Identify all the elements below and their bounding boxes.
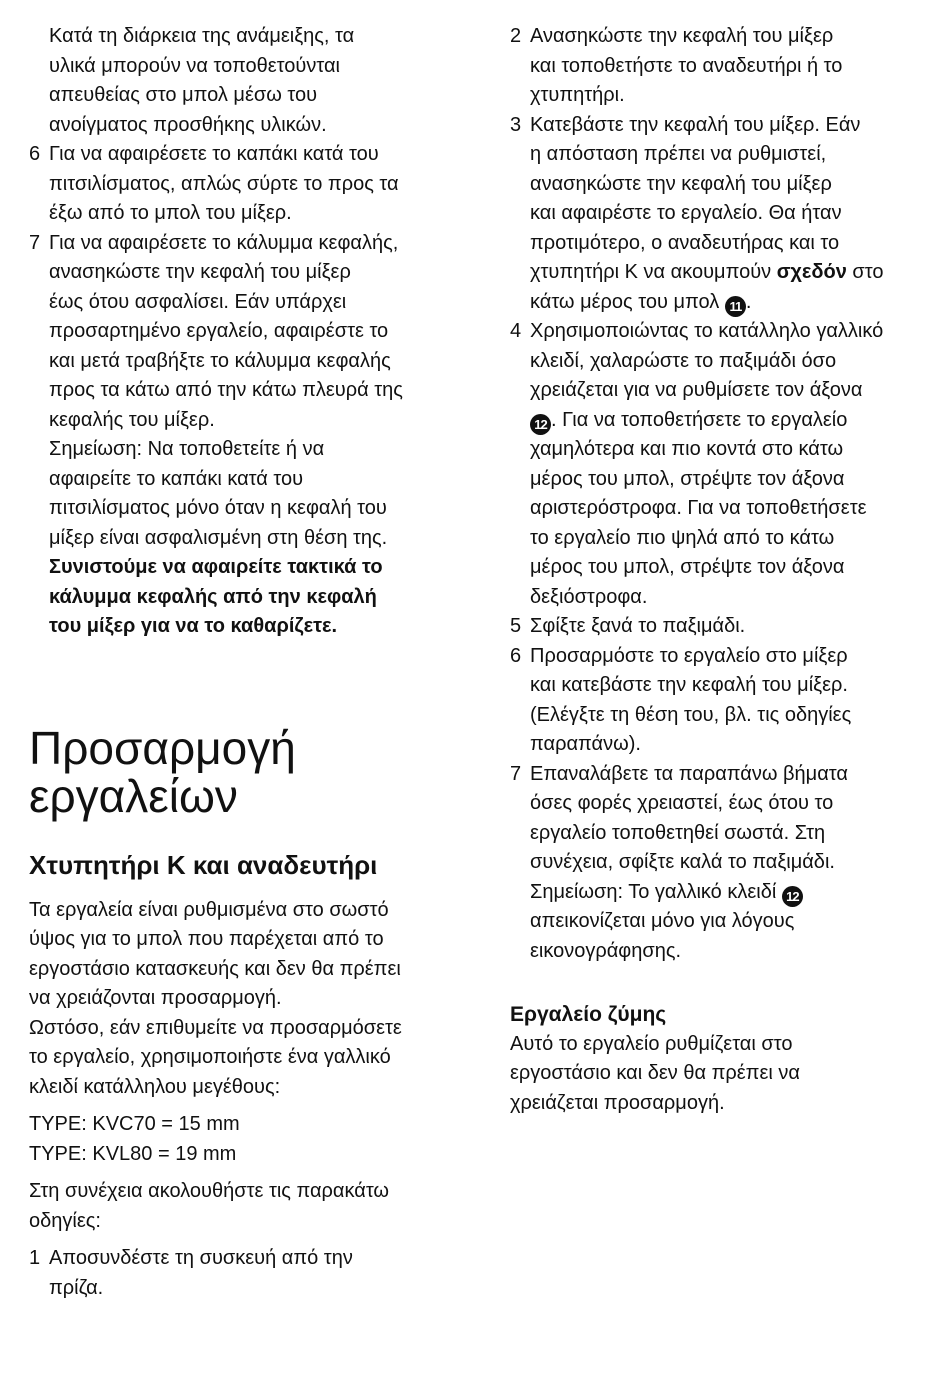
item-number: 1 (29, 1247, 41, 1269)
list-item (510, 317, 930, 612)
item-text: Προσαρμόστε το εργαλείο στο μίξερ και κατεβάστε την κεφαλή του μίξερ. (Ελέγξτε τη θέση του, βλ. τις οδηγίες παραπάνω). (530, 644, 852, 755)
list-item (510, 642, 930, 760)
item-text-cont: απεικονίζεται μόνο για λόγους εικονογράφησης. (530, 910, 795, 962)
item-number: 4 (510, 320, 522, 342)
item-number: 2 (510, 25, 522, 47)
item-number: 6 (29, 143, 41, 165)
figure-ref-badge: 12 (782, 886, 803, 907)
recommendation-text: Συνιστούμε να αφαιρείτε τακτικά το κάλυμμα κεφαλής από την κεφαλή του μίξερ για να το καθαρίζετε. (49, 556, 383, 637)
intro-paragraph: Κατά τη διάρκεια της ανάμειξης, τα υλικά μπορούν να τοποθετούνται απευθείας στο μπολ μέσω του ανοίγματος προσθήκης υλικών. (49, 25, 355, 136)
subsection-title: Χτυπητήρι Κ και αναδευτήρι (29, 849, 378, 880)
item-text: Χρησιμοποιώντας το κατάλληλο γαλλικό κλειδί, χαλαρώστε το παξιμάδι όσο χρειάζεται για να ρυθμίσετε τον άξονα (530, 320, 884, 401)
item-text: Αποσυνδέστε τη συσκευή από την πρίζα. (49, 1247, 353, 1299)
item-number: 7 (510, 762, 522, 785)
list-item (510, 22, 930, 111)
figure-ref-badge: 12 (530, 414, 551, 435)
item-text-end: . (745, 290, 752, 313)
item-text-cont: στο κάτω μέρος του μπολ (530, 261, 884, 313)
item-text: Σφίξτε ξανά το παξιμάδι. (530, 615, 746, 637)
item-number: 3 (510, 113, 522, 136)
list-item (510, 612, 930, 642)
list-item (29, 229, 444, 642)
list-item (29, 140, 444, 229)
item-text: Κατεβάστε την κεφαλή του μίξερ. Εάν η απόσταση πρέπει να ρυθμιστεί, ανασηκώστε την κεφαλή του μίξερ και αφαιρέστε το εργαλείο. Θα ήταν προτιμότερο, ο αναδευτήρας και το χτυπητήρι Κ να ακουμπούν (530, 113, 861, 283)
right-column (510, 22, 930, 1118)
figure-ref-badge: 11 (725, 296, 746, 317)
type-specs: TYPE: KVC70 = 15 mm TYPE: KVL80 = 19 mm (29, 1113, 240, 1165)
list-item (510, 760, 930, 967)
item-text-cont: . Για να τοποθετήσετε το εργαλείο χαμηλότερα και πιο κοντά στο κάτω μέρος του μπολ, στρέψτε τον άξονα αριστερόστροφα. Για να τοποθετήσετε το εργαλείο πιο ψηλά από το κάτω μέρος του μπολ, στρέψτε τον άξονα δεξιόστροφα. (530, 408, 867, 608)
section-title: Προσαρμογή εργαλείων (29, 721, 296, 822)
item-number: 7 (29, 231, 41, 254)
follow-instructions: Στη συνέχεια ακολουθήστε τις παρακάτω οδηγίες: (29, 1180, 390, 1232)
item-number: 6 (510, 644, 522, 667)
dough-tool-title: Εργαλείο ζύμης (510, 1003, 667, 1026)
item-text: Ανασηκώστε την κεφαλή του μίξερ και τοποθετήστε το αναδευτήρι ή το χτυπητήρι. (530, 25, 843, 106)
left-column (29, 22, 444, 1303)
item-number: 5 (510, 615, 522, 637)
list-item (510, 111, 930, 318)
item-text: Επαναλάβετε τα παραπάνω βήματα όσες φορές χρειαστεί, έως ότου το εργαλείο τοποθετηθεί σωστά. Στη συνέχεια, σφίξτε καλά το παξιμάδι. Σημείωση: Το γαλλικό κλειδί (530, 762, 848, 903)
item-text: Για να αφαιρέσετε το κάλυμμα κεφαλής, ανασηκώστε την κεφαλή του μίξερ έως ότου ασφαλίσει. Εάν υπάρχει προσαρτημένο εργαλείο, αφαιρέστε το και μετά τραβήξτε το κάλυμμα κεφαλής προς τα κάτω από την κάτω πλευρά της κεφαλής του μίξερ. (49, 231, 403, 431)
intro-instructions: Τα εργαλεία είναι ρυθμισμένα στο σωστό ύψος για το μπολ που παρέχεται από το εργοστάσιο κατασκευής και δεν θα πρέπει να χρειάζονται προσαρμογή. Ωστόσο, εάν επιθυμείτε να προσαρμόσετε το εργαλείο, χρησιμοποιήστε ένα γαλλικό κλειδί κατάλληλου μεγέθους: (29, 898, 402, 1098)
item-text: Για να αφαιρέσετε το καπάκι κατά του πιτσιλίσματος, απλώς σύρτε το προς τα έξω από το μπολ του μίξερ. (49, 143, 399, 224)
note-text: Σημείωση: Να τοποθετείτε ή να αφαιρείτε το καπάκι κατά του πιτσιλίσματος μόνο όταν η κεφαλή του μίξερ είναι ασφαλισμένη στη θέση της. (49, 438, 388, 549)
dough-tool-text: Αυτό το εργαλείο ρυθμίζεται στο εργοστάσιο και δεν θα πρέπει να χρειάζεται προσαρμογή. (510, 1032, 800, 1114)
list-item (29, 1244, 444, 1303)
emphasis-text: σχεδόν (776, 261, 847, 283)
